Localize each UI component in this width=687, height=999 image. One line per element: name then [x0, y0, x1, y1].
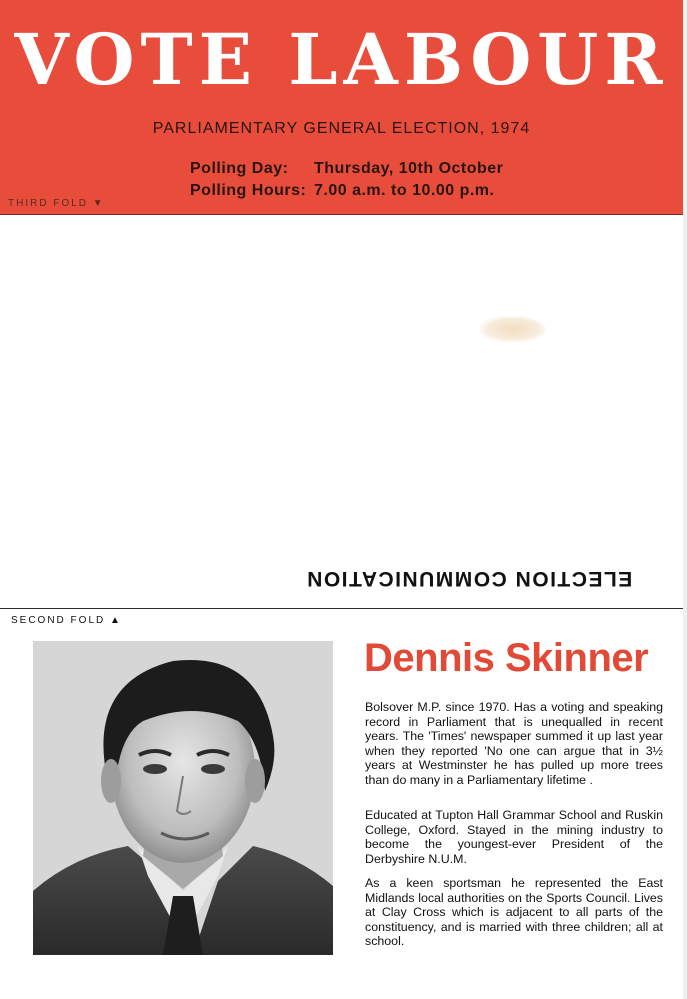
second-fold-label: SECOND FOLD ▲ [11, 615, 122, 626]
bio-paragraph-2: Educated at Tupton Hall Grammar School and Ruskin College, Oxford. Stayed in the mining industry to become the youngest-ever President of the Derbyshire N.U.M. [365, 808, 663, 866]
candidate-photo [33, 641, 333, 955]
paper-stain [480, 316, 546, 342]
election-communication-label: ELECTION COMMUNICATION [305, 567, 633, 590]
bio-paragraph-1: Bolsover M.P. since 1970. Has a voting and speaking record in Parliament that is unequalled in recent years. The 'Times' newspaper summed it up last year when they reported 'No one can argue that in 3½ years at Westminster he has pulled up more trees than do many in a Parliamentary lifetime . [365, 700, 663, 787]
candidate-name: Dennis Skinner [364, 636, 649, 680]
candidate-portrait-illustration [33, 641, 333, 955]
polling-hours-value: 7.00 a.m. to 10.00 p.m. [314, 182, 495, 199]
page-title: VOTE LABOUR [14, 18, 669, 101]
polling-day [190, 160, 503, 178]
header-band [0, 0, 683, 215]
election-subtitle: PARLIAMENTARY GENERAL ELECTION, 1974 [152, 120, 531, 137]
polling-day-label: Polling Day: [190, 160, 289, 177]
paper-edge [683, 0, 687, 999]
bio-paragraph-3: As a keen sportsman he represented the East Midlands local authorities on the Sports Council. Lives at Clay Cross which is adjacent to all parts of the constituency, and is married with three children; all at school. [365, 876, 663, 949]
polling-hours [190, 182, 494, 200]
polling-day-value: Thursday, 10th October [314, 160, 504, 177]
fold-divider [0, 608, 683, 609]
third-fold-label: THIRD FOLD ▼ [8, 198, 105, 209]
polling-hours-label: Polling Hours: [190, 182, 307, 199]
